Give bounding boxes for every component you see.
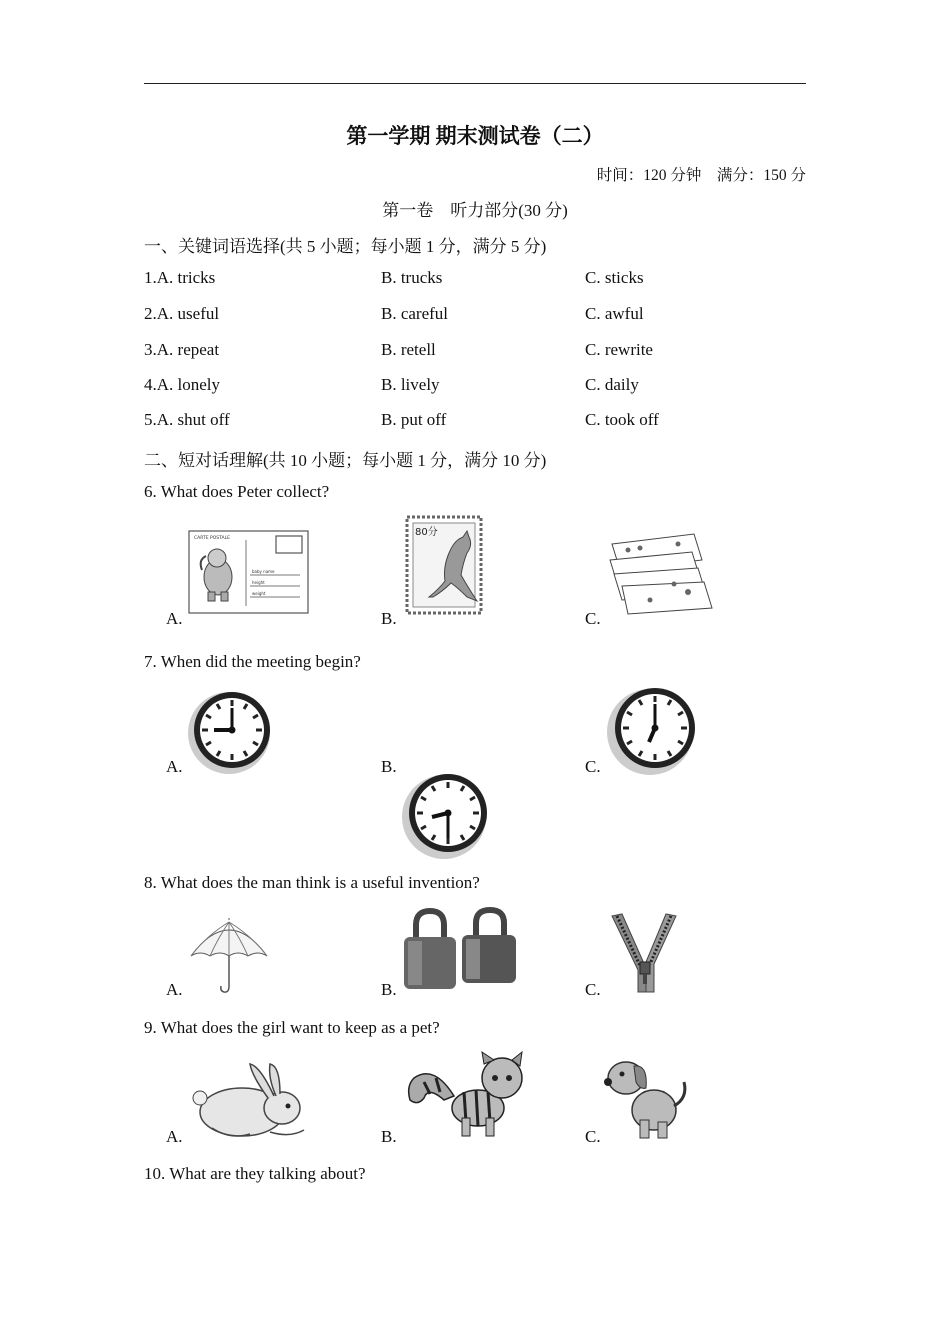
option-2a: 2.A. useful bbox=[144, 304, 220, 323]
question-8: 8. What does the man think is a useful invention? bbox=[144, 873, 480, 892]
stamp-value: 80分 bbox=[415, 527, 438, 538]
option-1a: 1.A. tricks bbox=[144, 268, 216, 287]
label-6b: B. bbox=[381, 609, 397, 628]
option-4b: B. lively bbox=[381, 375, 440, 394]
label-8a: A. bbox=[166, 980, 183, 999]
option-5c: C. took off bbox=[585, 410, 659, 429]
option-5a: 5.A. shut off bbox=[144, 410, 230, 429]
label-9c: C. bbox=[585, 1127, 601, 1146]
question-6: 6. What does Peter collect? bbox=[144, 482, 330, 501]
option-3a: 3.A. repeat bbox=[144, 340, 220, 359]
page-title: 第一学期 期末测试卷（二） bbox=[346, 124, 604, 148]
option-3b: B. retell bbox=[381, 340, 436, 359]
tickets-image bbox=[608, 530, 714, 616]
dog-image bbox=[604, 1052, 690, 1142]
zipper-image bbox=[610, 912, 678, 994]
question-9: 9. What does the girl want to keep as a pet? bbox=[144, 1018, 440, 1037]
postcard-line-3: weight bbox=[252, 591, 266, 596]
postcard-image bbox=[188, 530, 310, 616]
rabbit-image bbox=[190, 1062, 310, 1140]
option-4c: C. daily bbox=[585, 375, 639, 394]
option-4a: 4.A. lonely bbox=[144, 375, 221, 394]
postcard-line-1: baby name bbox=[252, 569, 275, 574]
label-6c: C. bbox=[585, 609, 601, 628]
label-8c: C. bbox=[585, 980, 601, 999]
label-9a: A. bbox=[166, 1127, 183, 1146]
section2-heading: 二、短对话理解(共 10 小题；每小题 1 分，满分 10 分) bbox=[144, 451, 547, 470]
option-2b: B. careful bbox=[381, 304, 449, 323]
question-7: 7. When did the meeting begin? bbox=[144, 652, 361, 671]
label-7c: C. bbox=[585, 757, 601, 776]
stamp-image bbox=[405, 515, 483, 615]
label-8b: B. bbox=[381, 980, 397, 999]
question-10: 10. What are they talking about? bbox=[144, 1164, 366, 1183]
top-rule bbox=[144, 83, 806, 84]
label-6a: A. bbox=[166, 609, 183, 628]
label-9b: B. bbox=[381, 1127, 397, 1146]
section1-heading: 一、关键词语选择(共 5 小题；每小题 1 分，满分 5 分) bbox=[144, 237, 547, 256]
cat-image bbox=[404, 1050, 526, 1140]
option-5b: B. put off bbox=[381, 410, 447, 429]
clock-a-icon bbox=[186, 690, 272, 776]
label-7a: A. bbox=[166, 757, 183, 776]
part-heading: 第一卷 听力部分(30 分) bbox=[382, 201, 568, 220]
postcard-line-2: height bbox=[252, 580, 265, 585]
option-1c: C. sticks bbox=[585, 268, 644, 287]
clock-b-icon bbox=[401, 770, 491, 860]
option-3c: C. rewrite bbox=[585, 340, 653, 359]
time-score: 时间：120 分钟 满分：150 分 bbox=[596, 167, 806, 184]
option-2c: C. awful bbox=[585, 304, 644, 323]
clock-c-icon bbox=[606, 684, 698, 776]
option-1b: B. trucks bbox=[381, 268, 443, 287]
label-7b: B. bbox=[381, 757, 397, 776]
padlocks-image bbox=[402, 907, 520, 991]
postcard-header: CARTE POSTALE bbox=[194, 536, 230, 541]
umbrella-image bbox=[188, 918, 270, 996]
